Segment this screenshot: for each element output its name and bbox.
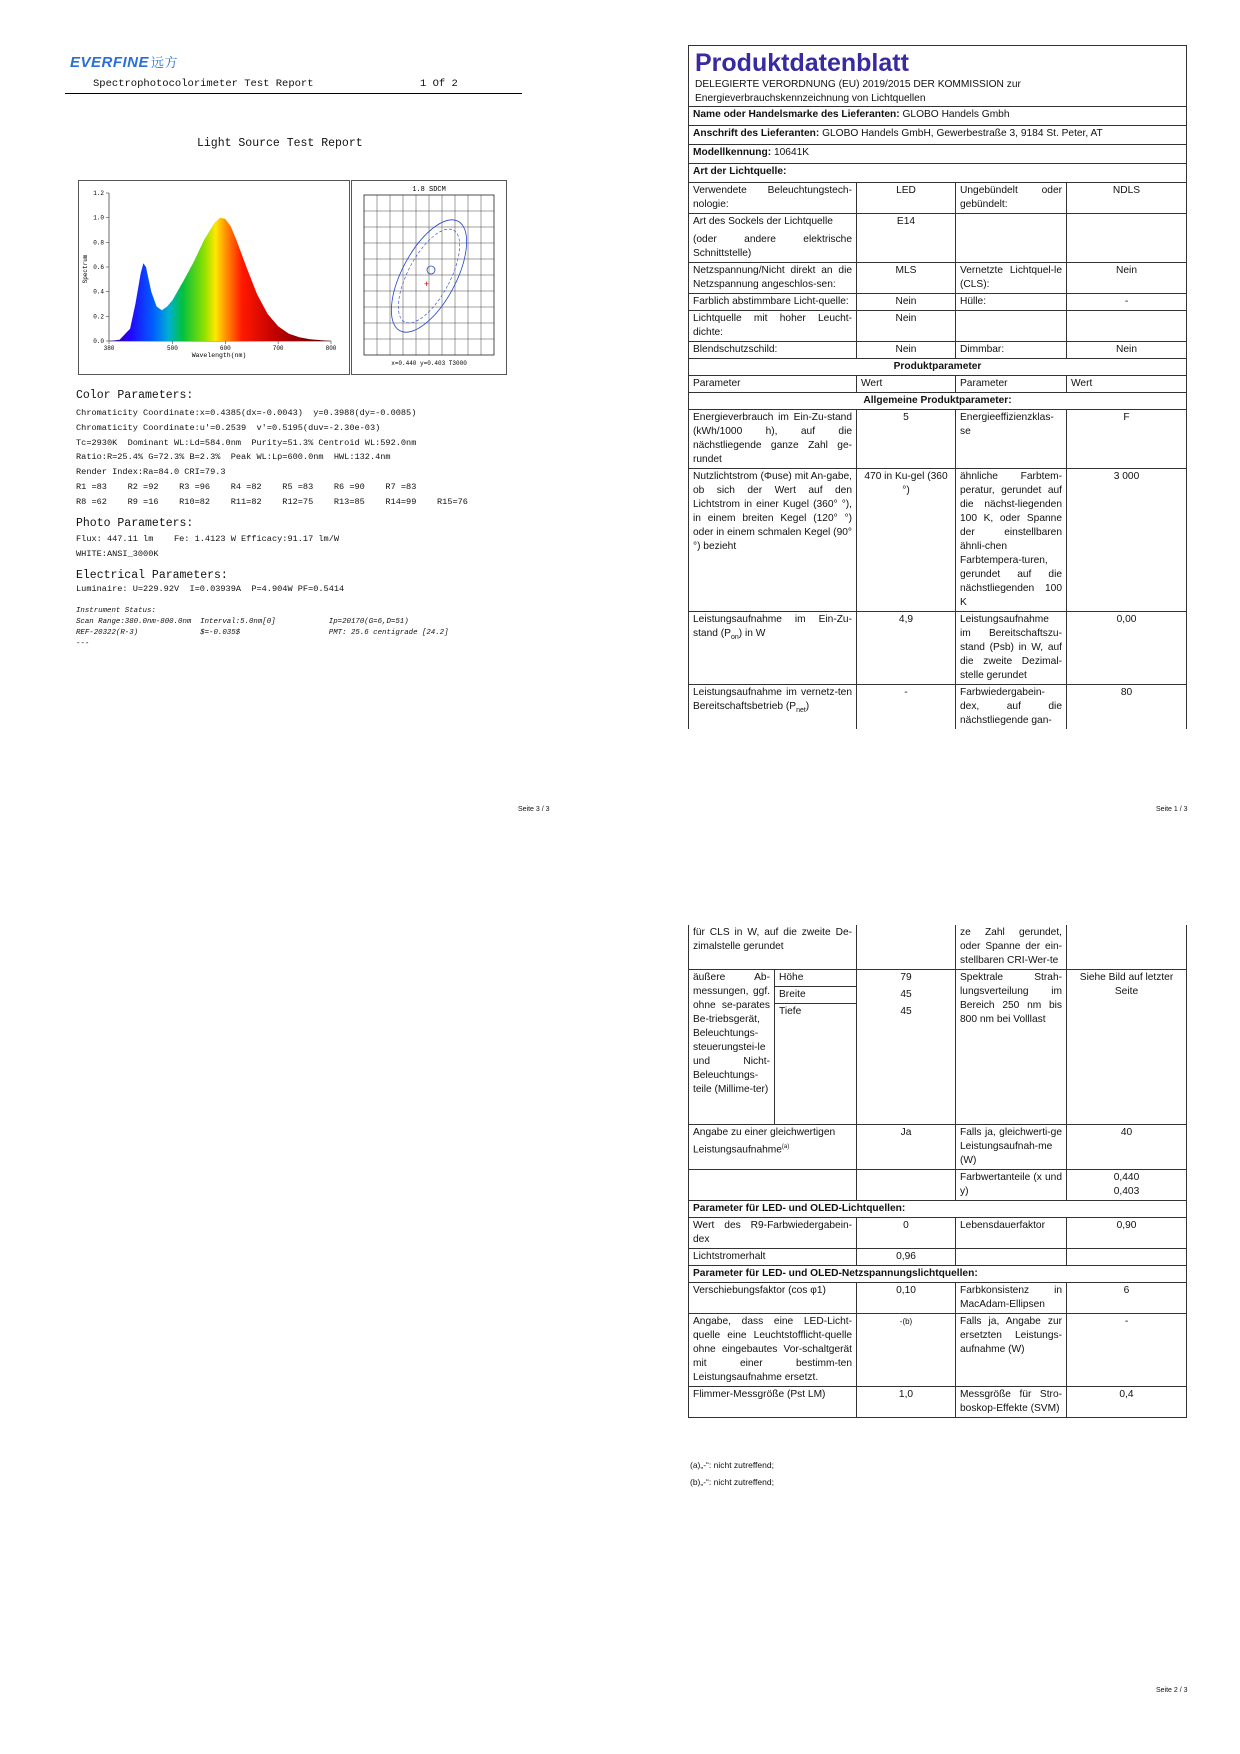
cell-label: Verschiebungsfaktor (cos φ1) [689,1283,857,1314]
address-cell [689,126,1187,145]
cell-empty [857,925,956,970]
page-footer-3: Seite 3 / 3 [518,806,550,813]
cell-label: Lichtquelle mit hoher Leucht-dichte: [689,311,857,342]
cell-value: NDLS [1067,183,1187,214]
x-tick-label: 700 [272,345,284,352]
cell-value: 6 [1067,1283,1187,1314]
instrument-line: REF-20322(R-3) $=-0.035$ PMT: 25.6 centigrade [24.2] [76,629,449,637]
color-line: R8 =62 R9 =16 R10=82 R11=82 R12=75 R13=85 R14=99 R15=76 [76,496,468,507]
photo-line: WHITE:ANSI_3000K [76,548,159,559]
table-row [689,410,1187,469]
color-line: Ratio:R=25.4% G=72.3% B=2.3% Peak WL:Lp=600.0nm HWL:132.4nm [76,452,391,463]
cell-value: Nein [857,342,956,359]
x-tick-label: 600 [219,345,231,352]
footnote-ref: (a) [781,1144,790,1150]
cell-label: Lichtstromerhalt [689,1249,857,1266]
cell-label: Energieverbrauch im Ein-Zu-stand (kWh/1000 h), auf die nächstliegende ganze Zahl ge-rundet [689,410,857,469]
brand-name-cn: 远方 [151,55,179,70]
color-line: Tc=2930K Dominant WL:Ld=584.0nm Purity=51.3% Centroid WL:592.0nm [76,437,417,448]
cell-label: ähnliche Farbtem-peratur, gerundet auf die nächst-liegenden 100 K, oder Spanne der einstellbaren ähnli-chen Farbtempera-turen, gerundet auf die nächstliegenden 100 K [956,469,1067,612]
cell-label: Hülle: [956,294,1067,311]
cell-value: - [857,685,956,730]
supplier-label: Name oder Handelsmarke des Lieferanten: [693,109,900,120]
led-params-heading: Parameter für LED- und OLED-Lichtquellen: [689,1201,1187,1218]
instrument-status [76,606,449,650]
cell-empty [1067,311,1187,342]
cell-label: Netzspannung/Nicht direkt an die Netzspannung angeschlos-sen: [689,263,857,294]
cell-value: 3 000 [1067,469,1187,612]
cell-label: Energieeffizienzklas-se [956,410,1067,469]
cell-label: Flimmer-Messgröße (Pst LM) [689,1387,857,1418]
cell-value: E14 [857,214,956,263]
cell-value: 0,10 [857,1283,956,1314]
model-value: 10641K [773,147,810,158]
spectrum-chart [78,180,350,375]
cell-empty [857,1170,956,1201]
x-tick-label: 500 [167,345,178,352]
cell-value: 0,96 [857,1249,956,1266]
cell-label: Wert des R9-Farbwiedergabein-dex [689,1218,857,1249]
model-cell [689,145,1187,164]
dim-value: 45 [857,1004,956,1125]
table-row [689,1283,1187,1314]
y-tick-label: 1.2 [93,190,104,197]
table-row [689,263,1187,294]
cell-label: Spektrale Strah-lungsverteilung im Bereich 250 nm bis 800 nm bei Volllast [956,970,1067,1125]
table-row [689,1387,1187,1418]
cell-value: -(b) [857,1314,956,1387]
page-footer-2: Seite 2 / 3 [1156,1687,1188,1694]
regulation-line-2: Energieverbrauchskennzeichnung von Lichtquellen [695,93,926,104]
footnote-a: (a)„-“: nicht zutreffend; [690,1460,774,1470]
cell-label: Verwendete Beleuchtungstech-nologie: [689,183,857,214]
sheet-title-row [689,46,1187,107]
model-label: Modellkennung: [693,147,772,158]
cell-label [689,214,857,263]
cell-value: 0,90 [1067,1218,1187,1249]
y-tick-label: 0.0 [93,338,104,345]
cell-empty [956,1249,1067,1266]
cell-label: äußere Ab-messungen, ggf. ohne se-parates Be-triebsgerät, Beleuchtungs-steuerungstei-le und Nicht-Beleuchtungs-teile (Millime-ter) [689,970,775,1125]
table-row [689,685,1187,730]
cell-value: Nein [1067,263,1187,294]
section-row [689,1201,1187,1218]
cell-value: Nein [857,294,956,311]
power-on-label-end: ) in W [738,628,766,639]
dim-label: Tiefe [775,1004,857,1125]
col-header: Parameter [956,376,1067,393]
spectrum-svg [79,181,349,374]
address-label: Anschrift des Lieferanten: [693,128,820,139]
table-row [689,925,1187,970]
cell-empty [956,311,1067,342]
supplier-value: GLOBO Handels Gmbh [902,109,1010,120]
cell-empty [1067,1249,1187,1266]
type-row [689,164,1187,183]
elec-line: Luminaire: U=229.92V I=0.03939A P=4.904W PF=0.5414 [76,584,345,594]
table-row [689,1314,1187,1387]
section-row [689,359,1187,376]
cell-label: Farbwiedergabein-dex, auf die nächstliegende gan- [956,685,1067,730]
x-tick-label: 800 [325,345,337,352]
sheet-title: Produktdatenblatt [695,49,909,77]
header-row [689,376,1187,393]
cell-value: 80 [1067,685,1187,730]
cell-empty [1067,925,1187,970]
socket-label: Art des Sockels der Lichtquelle [693,216,833,227]
sheet-title-cell [689,46,1187,107]
table-row [689,1249,1187,1266]
cell-empty [956,214,1067,263]
y-tick-label: 0.4 [93,288,104,296]
instrument-line: --- [76,640,90,648]
datasheet-page1 [688,45,1187,729]
instrument-line: Instrument Status: [76,607,156,615]
table-row [689,612,1187,685]
cell-value: 0,00 [1067,612,1187,685]
measured-point: + [424,279,430,289]
y-tick-label: 1.0 [93,214,104,222]
y-tick-label: 0.6 [93,264,104,271]
cell-value: 4,9 [857,612,956,685]
table-row [689,1218,1187,1249]
chroma-y: 0,403 [1113,1186,1140,1197]
dim-value: 45 [857,987,956,1004]
cell-value: 0 [857,1218,956,1249]
photo-line: Flux: 447.11 lm Fe: 1.4123 W Efficacy:91.17 lm/W [76,534,340,544]
table-row [689,469,1187,612]
report-title: Spectrophotocolorimeter Test Report [93,78,314,90]
supplier-row [689,107,1187,126]
cell-label: Falls ja, Angabe zur ersetzten Leistungs-aufnahme (W) [956,1314,1067,1387]
chroma-x: 0,440 [1113,1172,1140,1183]
cell-label: Dimmbar: [956,342,1067,359]
general-params-heading: Allgemeine Produktparameter: [689,393,1187,410]
y-tick-label: 0.8 [93,239,104,247]
cell-label [689,1125,857,1170]
type-label: Art der Lichtquelle: [689,164,1187,183]
model-row [689,145,1187,164]
photo-params-title: Photo Parameters: [76,517,194,530]
color-line: Render Index:Ra=84.0 CRI=79.3 [76,467,226,478]
table-row [689,342,1187,359]
supplier-cell [689,107,1187,126]
target-point [427,266,435,274]
section-row [689,1266,1187,1283]
cell-value: - [1067,1314,1187,1387]
table-row [689,1170,1187,1201]
report-subtitle: Light Source Test Report [197,137,363,150]
x-tick-label: 380 [103,345,115,352]
cell-value: 1,0 [857,1387,956,1418]
page-footer-1: Seite 1 / 3 [1156,806,1188,813]
table-row [689,970,1187,987]
cell-label [689,685,857,730]
table-row [689,183,1187,214]
dim-value: 79 [857,970,956,987]
cell-label: Messgröße für Stro-boskop-Effekte (SVM) [956,1387,1067,1418]
cell-value: MLS [857,263,956,294]
photo-params [76,532,339,562]
cell-value: Nein [857,311,956,342]
elec-params-title: Electrical Parameters: [76,569,228,582]
table-row [689,311,1187,342]
cell-label: Farbkonsistenz in MacAdam-Ellipsen [956,1283,1067,1314]
elec-params [76,584,344,594]
cell-value: Siehe Bild auf letzter Seite [1067,970,1187,1125]
instrument-line: Scan Range:380.0nm-800.0nm Interval:5.0nm[0] Ip=20170(G=6,D=51) [76,618,409,626]
spectrum-area [109,218,331,341]
socket-label-2: (oder andere elektrische Schnittstelle) [693,234,852,259]
brand-name: EVERFINE [70,54,150,71]
cell-empty [689,1170,857,1201]
datasheet-page2 [688,925,1187,1418]
cie-title: 1.8 SDCM [412,186,446,194]
report-header [65,78,522,94]
cell-label: Falls ja, gleichwerti-ge Leistungsaufnah-me (W) [956,1125,1067,1170]
table-row [689,214,1187,263]
section-row [689,393,1187,410]
cell-label: Nutzlichtstrom (Φuse) mit An-gabe, ob sich der Wert auf den Lichtstrom in einer Kugel (360° °), in einem breiten Kegel (120° °) oder in einem schmalen Kegel (90° °) bezieht [689,469,857,612]
footnote-b: (b)„-“: nicht zutreffend; [690,1477,774,1487]
power-net-sub: net [796,707,806,715]
cell-label: ze Zahl gerundet, oder Spanne der ein-stellbaren CRI-Wer-te [956,925,1067,970]
power-on-label: Leistungsaufnahme im Ein-Zu-stand (P [693,614,852,639]
cell-label: Angabe, dass eine LED-Licht-quelle eine Leuchtstofflicht-quelle ohne eingebautes Vor-schaltgerät mit einer bestimm-ten Leistungsaufnahme ersetzt. [689,1314,857,1387]
spectrum-xlabel: Wavelength(nm) [191,352,247,359]
cell-value: - [1067,294,1187,311]
dim-label: Breite [775,987,857,1004]
address-value: GLOBO Handels GmbH, Gewerbestraße 3, 9184 St. Peter, AT [822,128,1103,139]
col-header: Wert [1067,376,1187,393]
table-row [689,1125,1187,1170]
cie-svg [352,181,506,374]
y-tick-label: 0.2 [93,313,104,321]
report-page-count: 1 Of 2 [420,78,458,90]
cell-value [1067,1170,1187,1201]
cell-value: 470 in Ku-gel (360 °) [857,469,956,612]
cell-label [689,612,857,685]
cell-label: Ungebündelt oder gebündelt: [956,183,1067,214]
power-on-sub: on [730,634,739,642]
cell-label: Leistungsaufnahme im Bereitschaftszu-stand (Psb) in W, auf die zweite Dezimal-stelle gerundet [956,612,1067,685]
led-mains-heading: Parameter für LED- und OLED-Netzspannungslichtquellen: [689,1266,1187,1283]
cell-value: LED [857,183,956,214]
cell-value: 40 [1067,1125,1187,1170]
cell-empty [1067,214,1187,263]
cell-value: 0,4 [1067,1387,1187,1418]
color-params-title: Color Parameters: [76,389,194,402]
dim-label: Höhe [775,970,857,987]
cell-label: Farblich abstimmbare Licht-quelle: [689,294,857,311]
cell-value: 5 [857,410,956,469]
cell-value: Ja [857,1125,956,1170]
cell-label: Vernetzte Lichtquel-le (CLS): [956,263,1067,294]
cie-caption: x=0.440 y=0.403 T3000 [391,360,467,367]
color-line: Chromaticity Coordinate:u'=0.2539 v'=0.5195(duv=-2.30e-03) [76,422,381,433]
power-net-label: Leistungsaufnahme im vernetz-ten Bereitschaftsbetrieb (P [693,687,852,712]
regulation-line-1: DELEGIERTE VERORDNUNG (EU) 2019/2015 DER KOMMISSION zur [695,79,1021,90]
color-line: Chromaticity Coordinate:x=0.4385(dx=-0.0043) y=0.3988(dy=-0.0085) [76,408,417,418]
product-params-heading: Produktparameter [689,359,1187,376]
col-header: Wert [857,376,956,393]
power-net-label-end: ) [805,701,810,712]
cell-label: für CLS in W, auf die zweite De-zimalstelle gerundet [689,925,857,970]
col-header: Parameter [689,376,857,393]
color-line: R1 =83 R2 =92 R3 =96 R4 =82 R5 =83 R6 =90 R7 =83 [76,481,417,492]
cell-label: Farbwertanteile (x und y) [956,1170,1067,1201]
color-params [76,406,468,510]
table-row [689,294,1187,311]
cell-value: Nein [1067,342,1187,359]
spectrum-ylabel: Spectrum [82,254,89,284]
brand-logo [70,52,178,71]
cell-label: Lebensdauerfaktor [956,1218,1067,1249]
cell-label: Blendschutzschild: [689,342,857,359]
equiv-power-label: Angabe zu einer gleichwertigen Leistungsaufnahme [693,1127,836,1156]
address-row [689,126,1187,145]
cie-chart [351,180,507,375]
cell-value: F [1067,410,1187,469]
